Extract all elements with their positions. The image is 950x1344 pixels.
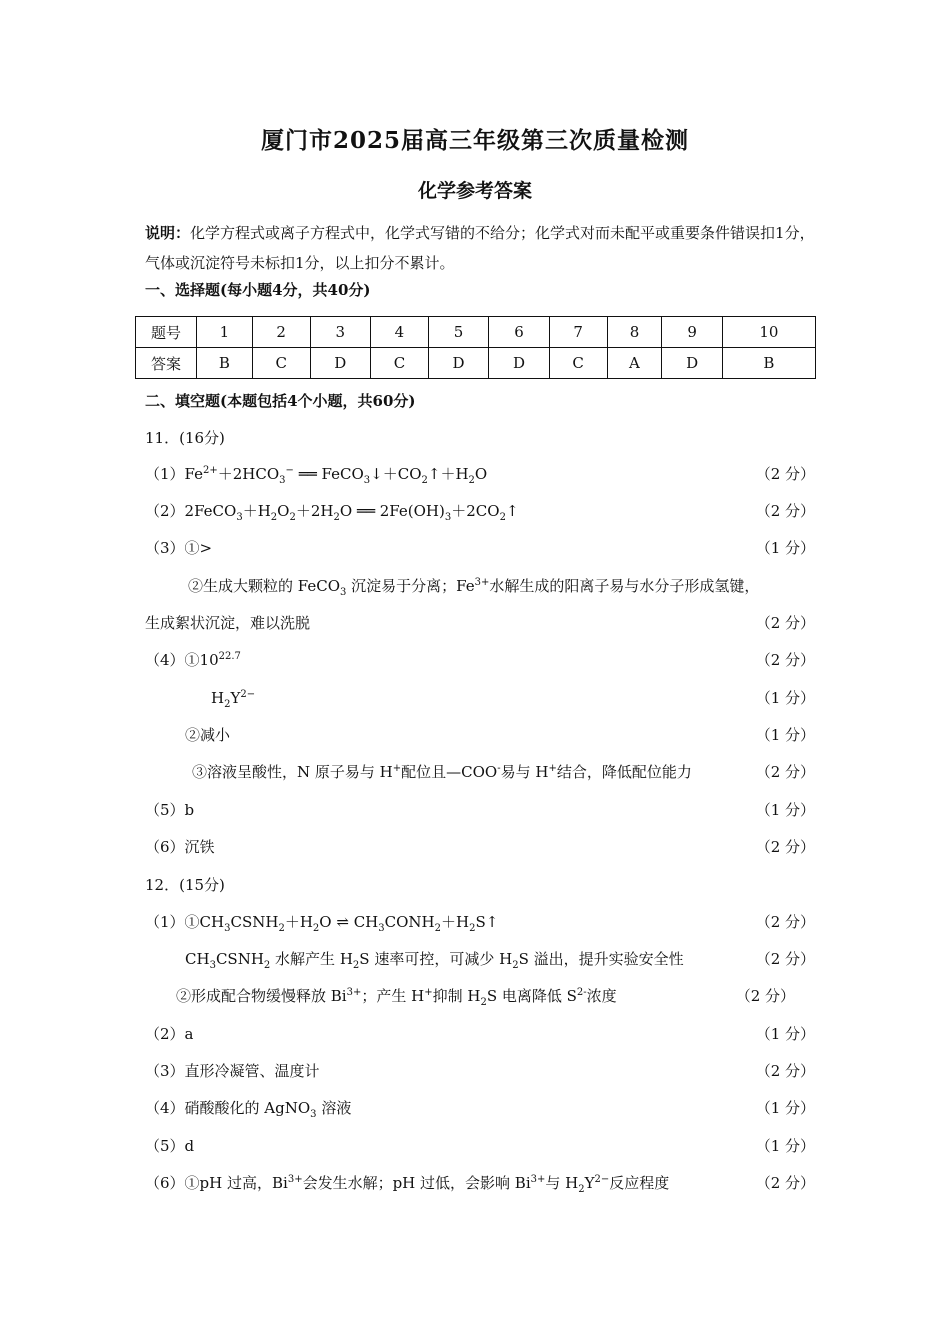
table-cell: C <box>371 348 429 379</box>
score-label: （2 分） <box>755 1174 815 1192</box>
score-label: （1 分） <box>755 1137 815 1155</box>
score-label: （2 分） <box>755 651 815 669</box>
score-label: （2 分） <box>755 465 815 483</box>
table-cell: B <box>722 348 815 379</box>
table-cell: 10 <box>722 317 815 348</box>
score-label: （1 分） <box>755 1025 815 1043</box>
q12-answer-3: （3）直形冷凝管、温度计 （2 分） <box>145 1062 815 1080</box>
score-label: （1 分） <box>755 726 815 744</box>
q12-answer-1b: $CH_3CSNH_2$ 水解产生 $H_2S$ 速率可控，可减少 $H_2S$ 溢出，提升实验安全性 （2 分） <box>185 950 815 971</box>
score-label: （2 分） <box>755 950 815 968</box>
grading-note <box>145 218 815 278</box>
score-label: （2 分） <box>755 913 815 931</box>
q11-answer-4c: ②减小 （1 分） <box>185 726 815 744</box>
q12-answer-1: $(1)①CH_3CSNH_2+H_2O$ ⇌ $CH_3CONH_2+H_2S↑$ （2 分） <box>145 913 815 934</box>
score-label: （1 分） <box>755 689 815 707</box>
table-cell: 1 <box>197 317 253 348</box>
section-choice-heading: 一、选择题(每小题4分，共40分) <box>145 281 371 299</box>
q11-answer-4d: ③溶液呈酸性，N 原子易与 H+配位且—COO-易与 H+结合，降低配位能力 （2 分） <box>192 763 815 781</box>
table-header-cell: 题号 <box>136 317 197 348</box>
score-label: （2 分） <box>735 987 795 1005</box>
q12-answer-5: （5）d （1 分） <box>145 1137 815 1155</box>
note-label: 说明： <box>145 224 191 242</box>
q12-heading: 12．(15分) <box>145 876 225 894</box>
q11-answer-2: $(2)2FeCO_3+H_2O_2+2H_2O$ ══ $2Fe(OH)_3+2CO_2↑$ （2 分） <box>145 502 815 523</box>
score-label: （2 分） <box>755 838 815 856</box>
q11-answer-5: （5）b （1 分） <box>145 801 815 819</box>
score-label: （2 分） <box>755 502 815 520</box>
q12-answer-2: （2）a （1 分） <box>145 1025 815 1043</box>
page-title: 厦门市2025届高三年级第三次质量检测 <box>260 127 689 154</box>
score-label: （1 分） <box>755 801 815 819</box>
q11-answer-3b: ②生成大颗粒的 FeCO$_3$ 沉淀易于分离；$Fe^{3+}$水解生成的阳离子易与水分子形成氢键， <box>188 577 760 598</box>
table-cell: A <box>607 348 662 379</box>
table-cell: 8 <box>607 317 662 348</box>
table-cell: D <box>310 348 370 379</box>
page-subtitle: 化学参考答案 <box>417 180 532 202</box>
table-cell: 5 <box>428 317 488 348</box>
table-row <box>136 317 816 348</box>
note-text: 化学方程式或离子方程式中，化学式写错的不给分；化学式对而未配平或重要条件错误扣1分，气体或沉淀符号未标扣1分，以上扣分不累计。 <box>145 224 815 272</box>
q12-answer-6: （6）①pH 过高，$Bi^{3+}$会发生水解；pH 过低，会影响 $Bi^{3+}$与 $H_2Y^{2-}$反应程度 （2 分） <box>145 1174 815 1195</box>
table-row <box>136 348 816 379</box>
table-cell: D <box>489 348 549 379</box>
table-cell: B <box>197 348 253 379</box>
q11-heading: 11．(16分) <box>145 429 225 447</box>
score-label: （1 分） <box>755 539 815 557</box>
q11-answer-1: $(1)Fe^{2+}+2HCO_3^-$ ══ $FeCO_3↓+CO_2↑+H_2O$ （2 分） <box>145 465 815 486</box>
score-label: （2 分） <box>755 1062 815 1080</box>
q11-answer-4: $(4)①10^{22.7}$ （2 分） <box>145 651 815 669</box>
table-cell: 2 <box>252 317 310 348</box>
table-cell: 3 <box>310 317 370 348</box>
section-fill-heading: 二、填空题(本题包括4个小题，共60分) <box>145 392 416 410</box>
q12-answer-1c: ②形成配合物缓慢释放 $Bi^{3+}$；产生 H+抑制 $H_2S$ 电离降低 $S^{2-}$浓度 （2 分） <box>176 987 795 1008</box>
q11-answer-6: （6）沉铁 （2 分） <box>145 838 815 856</box>
table-cell: 7 <box>549 317 607 348</box>
table-cell: 4 <box>371 317 429 348</box>
q11-answer-3: （3）①> （1 分） <box>145 539 815 557</box>
q11-answer-3b-cont: 生成絮状沉淀，难以洗脱 （2 分） <box>145 614 815 632</box>
table-cell: D <box>428 348 488 379</box>
score-label: （1 分） <box>755 1099 815 1117</box>
table-header-cell: 答案 <box>136 348 197 379</box>
table-cell: C <box>252 348 310 379</box>
q11-answer-4b: $H_2Y^{2-}$ （1 分） <box>211 689 815 710</box>
table-cell: C <box>549 348 607 379</box>
score-label: （2 分） <box>755 614 815 632</box>
table-cell: D <box>662 348 722 379</box>
score-label: （2 分） <box>755 763 815 781</box>
answer-table <box>135 316 816 379</box>
table-cell: 6 <box>489 317 549 348</box>
q12-answer-4: （4）硝酸酸化的 AgNO$_3$ 溶液 （1 分） <box>145 1099 815 1120</box>
table-cell: 9 <box>662 317 722 348</box>
